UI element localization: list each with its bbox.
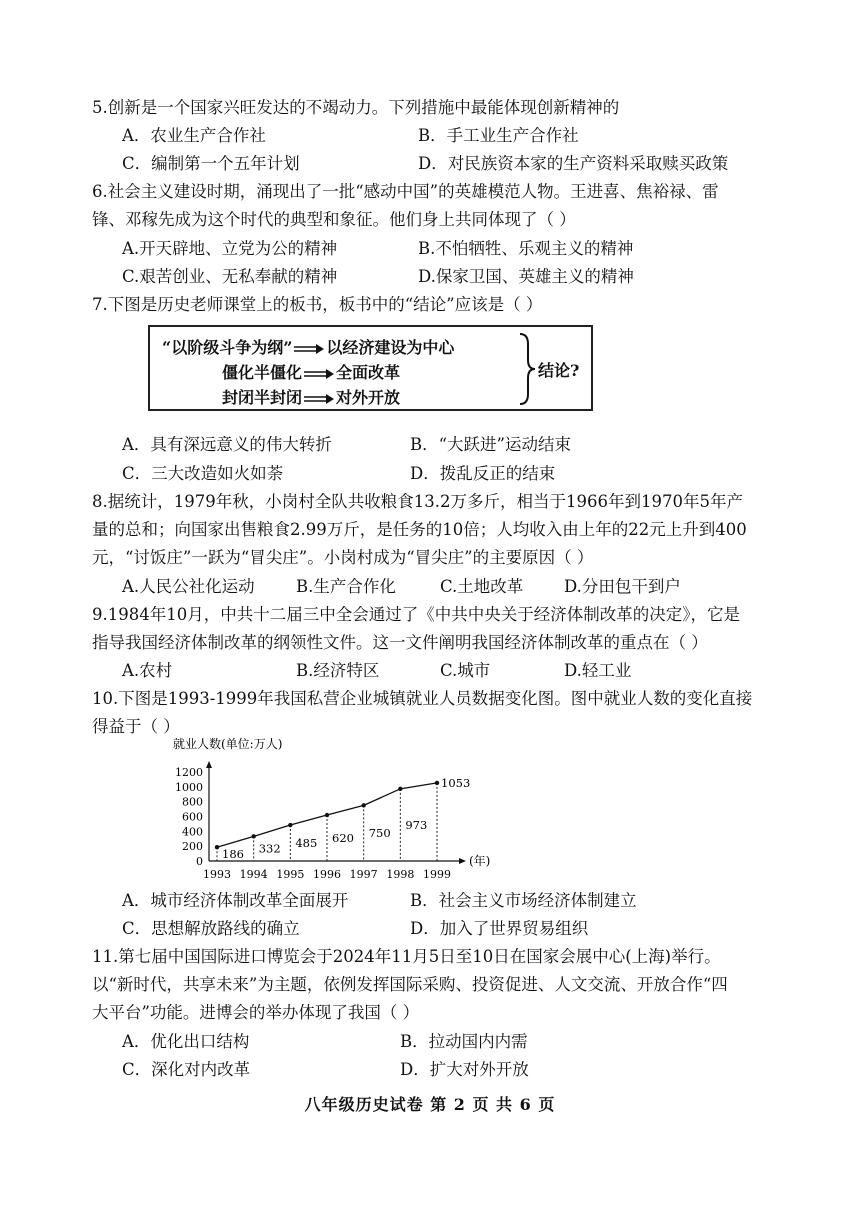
q7-option-d: D．拨乱反正的结束 [410,464,556,483]
x-tick-label: 1995 [276,868,305,880]
y-axis-label: 就业人数(单位:万人) [173,737,283,751]
double-arrow-icon [294,344,324,354]
chart-axes [173,736,490,880]
q8-option-d: D.分田包干到户 [564,577,681,596]
q6-option-c: C.艰苦创业、无私奉献的精神 [122,267,338,286]
q5-stem: 5.创新是一个国家兴旺发达的不竭动力。下列措施中最能体现创新精神的 [92,98,620,117]
q8-stem-line-3: 元，“讨饭庄”一跃为“冒尖庄”。小岗村成为“冒尖庄”的主要原因（ ） [92,548,594,567]
q10-option-d: D．加入了世界贸易组织 [410,919,589,938]
x-tick-label: 1994 [239,868,268,880]
board-conclusion: 结论? [538,361,580,380]
q7-stem: 7.下图是历史老师课堂上的板书，板书中的“结论”应该是（ ） [92,295,543,314]
x-tick-label: 1996 [313,868,341,880]
data-label: 1053 [441,775,471,790]
y-tick-label: 1000 [175,780,203,794]
data-point [251,834,255,838]
q10-option-c: C．思想解放路线的确立 [122,919,300,938]
q9-option-a: A.农村 [122,661,173,680]
y-axis-arrow-icon [206,761,212,768]
q6-option-a: A.开天辟地、立党为公的精神 [122,239,338,258]
y-tick-label: 200 [182,840,203,854]
board-row-3 [222,385,400,408]
q5-option-c: C．编制第一个五年计划 [122,154,300,173]
q11-stem-line-3: 大平台”功能。进博会的举办体现了我国（ ） [92,1003,420,1022]
q5-option-a: A．农业生产合作社 [122,126,266,145]
data-point [215,845,219,849]
q11-option-d: D．扩大对外开放 [400,1060,529,1079]
q7-option-c: C．三大改造如火如荼 [122,464,284,483]
data-label: 485 [295,836,318,851]
data-point [361,803,365,807]
y-tick-label: 0 [196,855,203,868]
board-row-3-left: 封闭半封闭 [222,388,303,407]
q9-stem-line-2: 指导我国经济体制改革的纲领性文件。这一文件阐明我国经济体制改革的重点在（ ） [92,633,708,652]
q10-stem-line-1: 10.下图是1993-1999年我国私营企业城镇就业人员数据变化图。图中就业人数的变化直接 [92,689,753,708]
board-row-1-left: “以阶级斗争为纲” [162,338,293,357]
board-row-2 [222,360,400,383]
q8-stem-line-1: 8.据统计，1979年秋，小岗村全队共收粮食13.2万多斤，相当于1966年到1970年5年产 [92,492,743,511]
y-tick-label: 600 [182,810,203,824]
q6-option-d: D.保家卫国、英雄主义的精神 [418,267,634,286]
q11-option-a: A．优化出口结构 [122,1032,250,1051]
data-point [398,787,402,791]
q7-option-a: A．具有深远意义的伟大转折 [122,435,332,454]
q8-option-a: A.人民公社化运动 [122,577,255,596]
q10-stem-line-2: 得益于（ ） [92,717,180,736]
q9-option-b: B.经济特区 [296,661,380,680]
board-row-3-right: 对外开放 [336,388,401,407]
q11-stem-line-1: 11.第七届中国国际进口博览会于2024年11月5日至10日在国家会展中心(上海)举行。 [92,947,721,966]
data-label: 332 [258,841,281,856]
q10-option-b: B．社会主义市场经济体制建立 [410,891,637,910]
q10-option-a: A．城市经济体制改革全面展开 [122,891,349,910]
y-tick-label: 1200 [175,766,203,779]
page-footer: 八年级历史试卷 第 2 页 共 6 页 [304,1095,556,1114]
q8-option-c: C.土地改革 [440,577,524,596]
right-brace-icon [518,332,536,406]
q11-option-b: B．拉动国内内需 [400,1032,528,1051]
data-label: 973 [405,817,428,832]
x-tick-label: 1997 [349,868,378,880]
x-tick-label: 1999 [423,868,451,880]
x-tick-label: 1993 [203,868,231,880]
q8-option-b: B.生产合作化 [296,577,396,596]
board-row-2-left: 僵化半僵化 [222,363,303,382]
board-row-1 [162,335,454,358]
data-point [288,823,292,827]
data-label: 750 [368,826,391,841]
data-label: 186 [222,847,244,862]
chart-marks [215,776,470,861]
y-tick-label: 800 [182,795,203,809]
q9-option-d: D.轻工业 [564,661,632,680]
data-label: 620 [332,831,354,846]
q11-stem-line-2: 以“新时代，共享未来”为主题，依例发挥国际采购、投资促进、人文交流、开放合作“四 [92,975,728,994]
q8-stem-line-2: 量的总和；向国家出售粮食2.99万斤，是任务的10倍；人均收入由上年的22元上升到400 [92,520,747,539]
double-arrow-icon [304,369,334,379]
board-row-1-right: 以经济建设为中心 [326,338,455,357]
board-row-2-right: 全面改革 [336,363,401,382]
q7-option-b: B．“大跃进”运动结束 [410,435,571,454]
data-point [325,813,329,817]
double-arrow-icon [304,394,334,404]
q6-stem-line-1: 6.社会主义建设时期，涌现出了一批“感动中国”的英雄模范人物。王进喜、焦裕禄、雷 [92,182,719,201]
q6-option-b: B.不怕牺牲、乐观主义的精神 [418,239,634,258]
data-point [435,781,439,785]
q5-option-b: B．手工业生产合作社 [418,126,579,145]
x-axis-arrow-icon [459,858,466,864]
x-tick-label: 1998 [386,868,415,880]
q6-stem-line-2: 锋、邓稼先成为这个时代的典型和象征。他们身上共同体现了（ ） [92,210,576,229]
x-axis-label: (年) [469,854,491,868]
q9-stem-line-1: 9.1984年10月，中共十二届三中全会通过了《中共中央关于经济体制改革的决定》，它是 [92,605,740,624]
q11-option-c: C．深化对内改革 [122,1060,251,1079]
y-tick-label: 400 [182,825,203,839]
q9-option-c: C.城市 [440,661,491,680]
employment-line-chart [165,730,495,880]
q5-option-d: D．对民族资本家的生产资料采取赎买政策 [418,154,729,173]
